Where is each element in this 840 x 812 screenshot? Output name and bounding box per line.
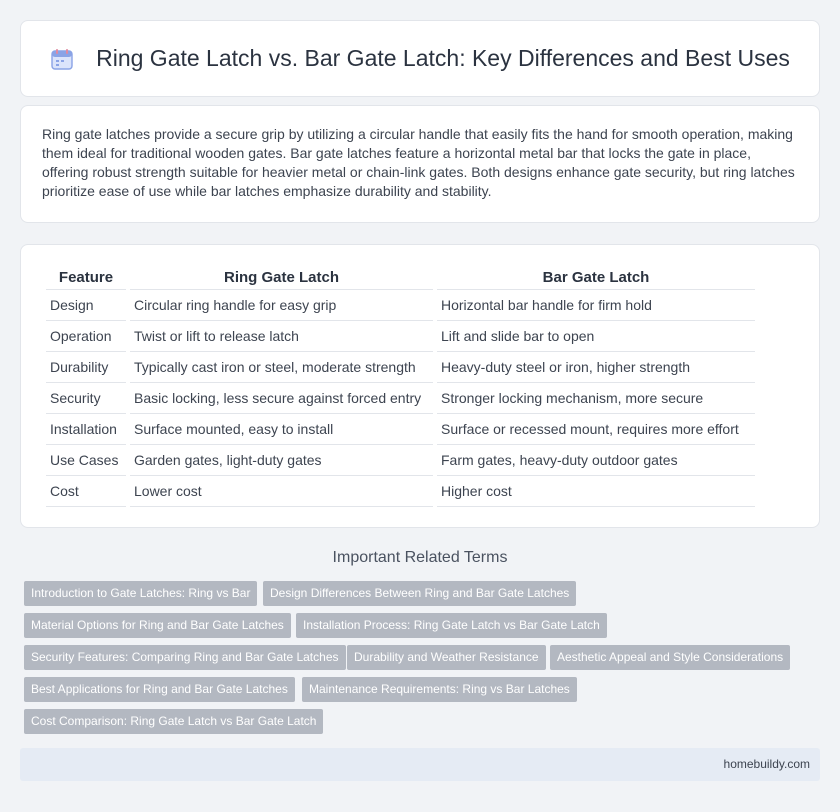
- row-ring-value: Garden gates, light-duty gates: [130, 445, 433, 476]
- term-tag[interactable]: Introduction to Gate Latches: Ring vs Bar: [24, 581, 257, 606]
- term-tag[interactable]: Material Options for Ring and Bar Gate Latches: [24, 613, 291, 638]
- row-ring-value: Circular ring handle for easy grip: [130, 290, 433, 321]
- intro-text: Ring gate latches provide a secure grip by utilizing a circular handle that easily fits the hand for smooth operation, making them ideal for traditional wooden gates. Bar gate latches feature a horizontal metal bar that locks the gate in place, offering robust strength suitable for heavier metal or chain-link gates. Both designs enhance gate security, but ring latches prioritize ease of use while bar latches emphasize durability and stability.: [42, 126, 795, 199]
- row-ring-value: Twist or lift to release latch: [130, 321, 433, 352]
- comparison-card: [20, 244, 820, 528]
- row-feature: Cost: [46, 476, 126, 507]
- row-bar-value: Heavy-duty steel or iron, higher strength: [437, 352, 755, 383]
- row-feature: Security: [46, 383, 126, 414]
- table-row: [46, 321, 755, 352]
- related-terms-title: Important Related Terms: [332, 549, 508, 566]
- row-bar-value: Stronger locking mechanism, more secure: [437, 383, 755, 414]
- comparison-table: [42, 265, 759, 507]
- table-row: [46, 445, 755, 476]
- row-feature: Use Cases: [46, 445, 126, 476]
- page-title: Ring Gate Latch vs. Bar Gate Latch: Key Differences and Best Uses: [96, 45, 790, 71]
- term-tag[interactable]: Maintenance Requirements: Ring vs Bar Latches: [302, 677, 577, 702]
- row-ring-value: Basic locking, less secure against forced entry: [130, 383, 433, 414]
- intro-card: [20, 105, 820, 223]
- term-tag[interactable]: Best Applications for Ring and Bar Gate Latches: [24, 677, 295, 702]
- row-ring-value: Typically cast iron or steel, moderate strength: [130, 352, 433, 383]
- row-bar-value: Horizontal bar handle for firm hold: [437, 290, 755, 321]
- term-tag[interactable]: Cost Comparison: Ring Gate Latch vs Bar Gate Latch: [24, 709, 323, 734]
- column-header-feature: Feature: [46, 265, 126, 290]
- table-row: [46, 414, 755, 445]
- term-tag[interactable]: Installation Process: Ring Gate Latch vs Bar Gate Latch: [296, 613, 607, 638]
- term-tag[interactable]: Design Differences Between Ring and Bar Gate Latches: [263, 581, 576, 606]
- table-row: [46, 290, 755, 321]
- row-bar-value: Farm gates, heavy-duty outdoor gates: [437, 445, 755, 476]
- row-feature: Durability: [46, 352, 126, 383]
- table-row: [46, 476, 755, 507]
- column-header-ring: Ring Gate Latch: [130, 265, 433, 290]
- term-tag[interactable]: Security Features: Comparing Ring and Bar Gate Latches: [24, 645, 346, 670]
- row-ring-value: Surface mounted, easy to install: [130, 414, 433, 445]
- page-header: [20, 20, 820, 97]
- table-row: [46, 383, 755, 414]
- table-header-row: [46, 265, 755, 290]
- footer-site-link[interactable]: homebuildy.com: [723, 757, 810, 771]
- row-feature: Installation: [46, 414, 126, 445]
- footer: [20, 748, 820, 781]
- row-feature: Design: [46, 290, 126, 321]
- row-bar-value: Higher cost: [437, 476, 755, 507]
- table-row: [46, 352, 755, 383]
- row-bar-value: Surface or recessed mount, requires more effort: [437, 414, 755, 445]
- row-feature: Operation: [46, 321, 126, 352]
- calendar-icon: [50, 47, 74, 71]
- term-tag[interactable]: Aesthetic Appeal and Style Considerations: [550, 645, 790, 670]
- column-header-bar: Bar Gate Latch: [437, 265, 755, 290]
- term-tag[interactable]: Durability and Weather Resistance: [347, 645, 546, 670]
- row-bar-value: Lift and slide bar to open: [437, 321, 755, 352]
- row-ring-value: Lower cost: [130, 476, 433, 507]
